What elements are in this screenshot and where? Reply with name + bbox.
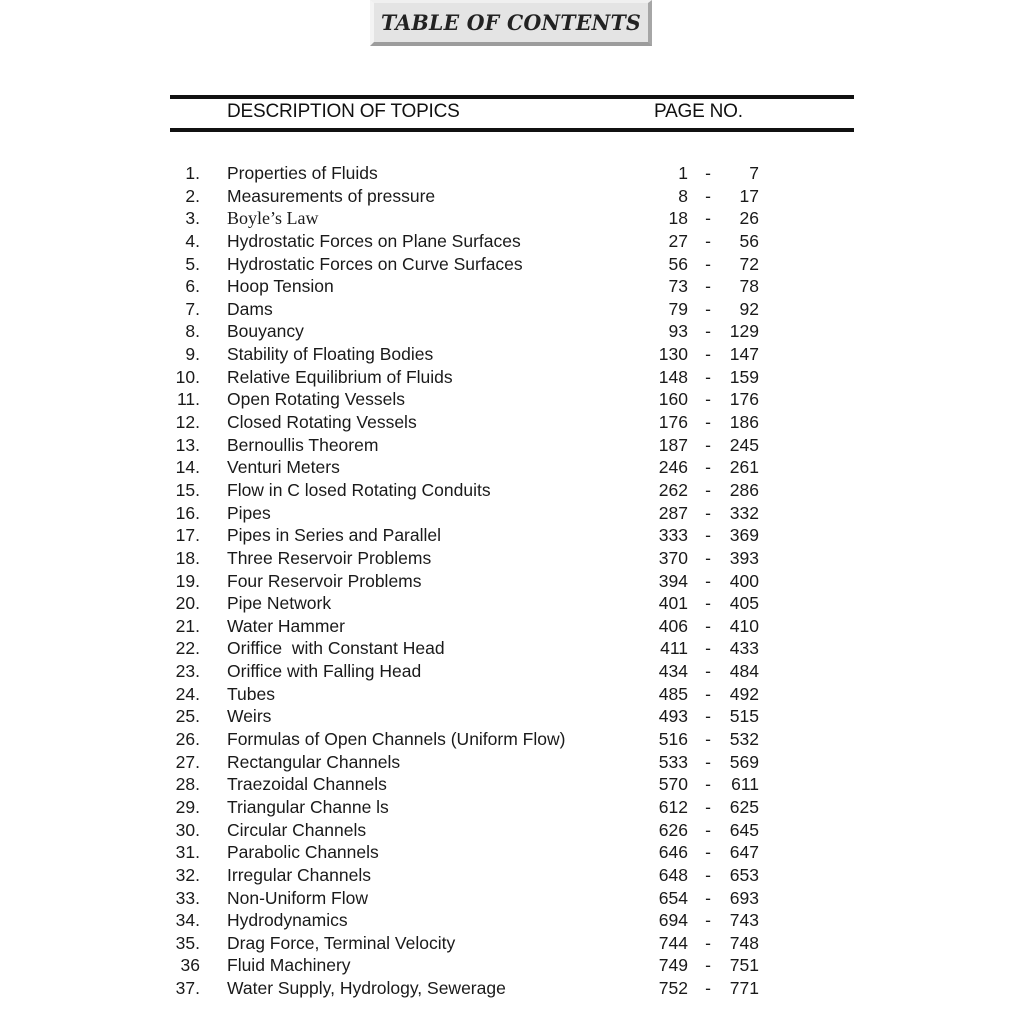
entry-topic: Four Reservoir Problems	[227, 570, 422, 591]
entry-page-separator: -	[705, 729, 711, 750]
entry-page-end: 78	[739, 276, 759, 297]
entry-page-start: 18	[668, 208, 688, 229]
entry-page-end: 286	[729, 479, 759, 500]
entry-page-separator: -	[705, 208, 711, 229]
entry-page-start: 130	[658, 344, 688, 365]
entry-topic: Fluid Machinery	[227, 955, 351, 976]
entry-page-separator: -	[705, 932, 711, 953]
toc-entry[interactable]	[0, 524, 1024, 547]
entry-topic: Hoop Tension	[227, 276, 334, 297]
entry-page-separator: -	[705, 661, 711, 682]
entry-page-separator: -	[705, 796, 711, 817]
entry-topic: Circular Channels	[227, 819, 367, 840]
entry-page-separator: -	[705, 298, 711, 319]
entry-number: 8.	[185, 321, 200, 342]
entry-page-separator: -	[705, 525, 711, 546]
toc-entry[interactable]	[0, 887, 1024, 910]
entry-number: 31.	[175, 842, 200, 863]
entry-page-end: 176	[729, 389, 759, 410]
toc-entry[interactable]	[0, 411, 1024, 434]
entry-page-start: 626	[658, 819, 688, 840]
entry-page-end: 569	[729, 751, 759, 772]
toc-entry[interactable]	[0, 819, 1024, 842]
entry-page-start: 744	[658, 932, 688, 953]
toc-entry[interactable]	[0, 977, 1024, 1000]
entry-page-end: 743	[729, 910, 759, 931]
entry-topic: Traezoidal Channels	[227, 774, 387, 795]
entry-page-separator: -	[705, 887, 711, 908]
entry-number: 12.	[175, 412, 200, 433]
entry-number: 16.	[175, 502, 200, 523]
entry-topic: Non-Uniform Flow	[227, 887, 368, 908]
entry-number: 37.	[175, 978, 200, 999]
entry-number: 19.	[175, 570, 200, 591]
toc-entry[interactable]	[0, 909, 1024, 932]
entry-page-end: 245	[729, 434, 759, 455]
toc-list	[0, 162, 1024, 1000]
entry-page-end: 693	[729, 887, 759, 908]
toc-entry[interactable]	[0, 275, 1024, 298]
entry-topic: Dams	[227, 298, 273, 319]
entry-page-start: 411	[660, 638, 688, 659]
entry-page-end: 625	[729, 796, 759, 817]
entry-page-separator: -	[705, 434, 711, 455]
entry-number: 33.	[175, 887, 200, 908]
entry-topic: Water Supply, Hydrology, Sewerage	[227, 978, 506, 999]
entry-page-end: 771	[729, 978, 759, 999]
entry-page-start: 654	[658, 887, 688, 908]
toc-entry[interactable]	[0, 547, 1024, 570]
entry-page-end: 369	[729, 525, 759, 546]
toc-entry[interactable]	[0, 592, 1024, 615]
entry-page-start: 27	[668, 230, 688, 251]
entry-page-end: 515	[729, 706, 759, 727]
toc-entry[interactable]	[0, 230, 1024, 253]
toc-entry[interactable]	[0, 456, 1024, 479]
entry-page-separator: -	[705, 163, 711, 183]
entry-page-separator: -	[705, 638, 711, 659]
entry-number: 23.	[175, 661, 200, 682]
entry-page-separator: -	[705, 344, 711, 365]
entry-number: 5.	[185, 253, 200, 274]
entry-number: 20.	[175, 593, 200, 614]
entry-number: 11.	[176, 389, 200, 410]
entry-page-start: 73	[668, 276, 688, 297]
toc-entry[interactable]	[0, 660, 1024, 683]
entry-page-start: 533	[658, 751, 688, 772]
entry-topic: Pipes	[227, 502, 271, 523]
entry-page-separator: -	[705, 457, 711, 478]
toc-entry[interactable]	[0, 705, 1024, 728]
title-banner	[370, 0, 652, 46]
entry-page-separator: -	[705, 842, 711, 863]
toc-entry[interactable]	[0, 320, 1024, 343]
entry-number: 13.	[175, 434, 200, 455]
entry-number: 34.	[175, 910, 200, 931]
entry-page-end: 17	[739, 185, 759, 206]
column-header-description: DESCRIPTION OF TOPICS	[227, 101, 460, 122]
entry-topic: Water Hammer	[227, 615, 345, 636]
entry-page-end: 186	[729, 412, 759, 433]
entry-topic: Drag Force, Terminal Velocity	[227, 932, 456, 953]
entry-page-end: 7	[749, 163, 759, 183]
entry-page-separator: -	[705, 864, 711, 885]
header-rule-bottom	[170, 128, 854, 132]
entry-page-start: 176	[658, 412, 688, 433]
entry-number: 15.	[175, 479, 200, 500]
entry-page-end: 332	[729, 502, 759, 523]
entry-topic: Parabolic Channels	[227, 842, 379, 863]
entry-topic: Boyle’s Law	[227, 208, 319, 229]
entry-page-separator: -	[705, 230, 711, 251]
entry-page-separator: -	[705, 321, 711, 342]
entry-page-end: 129	[729, 321, 759, 342]
toc-entry[interactable]	[0, 162, 1024, 185]
entry-topic: Properties of Fluids	[227, 163, 378, 183]
entry-page-end: 261	[729, 457, 759, 478]
entry-page-end: 433	[729, 638, 759, 659]
entry-topic: Oriffice with Constant Head	[227, 638, 445, 659]
entry-page-start: 406	[658, 615, 688, 636]
entry-page-start: 752	[658, 978, 688, 999]
entry-page-start: 93	[668, 321, 688, 342]
entry-topic: Bernoullis Theorem	[227, 434, 379, 455]
entry-page-end: 611	[731, 774, 759, 795]
entry-topic: Stability of Floating Bodies	[227, 344, 434, 365]
entry-page-start: 646	[658, 842, 688, 863]
toc-entry[interactable]	[0, 388, 1024, 411]
entry-page-start: 485	[658, 683, 688, 704]
toc-entry[interactable]	[0, 841, 1024, 864]
entry-number: 29.	[175, 796, 200, 817]
entry-page-start: 79	[668, 298, 688, 319]
entry-topic: Formulas of Open Channels (Uniform Flow)	[227, 729, 566, 750]
column-header-page: PAGE NO.	[654, 101, 743, 122]
entry-number: 22.	[175, 638, 200, 659]
entry-page-start: 493	[658, 706, 688, 727]
entry-page-start: 370	[658, 547, 688, 568]
entry-page-start: 8	[678, 185, 688, 206]
entry-page-start: 333	[658, 525, 688, 546]
entry-page-end: 92	[739, 298, 759, 319]
entry-page-separator: -	[705, 276, 711, 297]
entry-page-separator: -	[705, 412, 711, 433]
toc-entry[interactable]	[0, 615, 1024, 638]
header-rule-top	[170, 95, 854, 99]
entry-number: 27.	[175, 751, 200, 772]
entry-number: 17.	[175, 525, 200, 546]
entry-page-end: 647	[729, 842, 759, 863]
entry-topic: Flow in C losed Rotating Conduits	[227, 479, 491, 500]
entry-number: 35.	[175, 932, 200, 953]
entry-page-separator: -	[705, 366, 711, 387]
entry-page-end: 532	[729, 729, 759, 750]
entry-topic: Hydrostatic Forces on Curve Surfaces	[227, 253, 523, 274]
entry-page-separator: -	[705, 253, 711, 274]
toc-entry[interactable]	[0, 954, 1024, 977]
entry-page-separator: -	[705, 910, 711, 931]
entry-page-start: 160	[658, 389, 688, 410]
entry-page-end: 484	[729, 661, 759, 682]
entry-page-end: 410	[729, 615, 759, 636]
entry-page-end: 645	[729, 819, 759, 840]
entry-page-end: 159	[729, 366, 759, 387]
entry-topic: Pipe Network	[227, 593, 332, 614]
entry-page-start: 187	[658, 434, 688, 455]
entry-page-end: 56	[739, 230, 759, 251]
entry-topic: Hydrostatic Forces on Plane Surfaces	[227, 230, 521, 251]
toc-entry[interactable]	[0, 683, 1024, 706]
entry-topic: Open Rotating Vessels	[227, 389, 406, 410]
entry-page-separator: -	[705, 706, 711, 727]
entry-number: 10.	[175, 366, 200, 387]
toc-entry[interactable]	[0, 434, 1024, 457]
toc-entry[interactable]	[0, 864, 1024, 887]
entry-number: 1.	[185, 163, 200, 183]
toc-entry[interactable]	[0, 366, 1024, 389]
entry-number: 28.	[175, 774, 200, 795]
entry-page-separator: -	[705, 547, 711, 568]
toc-entry[interactable]	[0, 185, 1024, 208]
entry-topic: Three Reservoir Problems	[227, 547, 432, 568]
entry-page-start: 246	[658, 457, 688, 478]
entry-page-separator: -	[705, 774, 711, 795]
entry-page-separator: -	[705, 615, 711, 636]
entry-page-end: 147	[729, 344, 759, 365]
entry-topic: Hydrodynamics	[227, 910, 348, 931]
toc-entry[interactable]	[0, 502, 1024, 525]
entry-number: 2.	[185, 185, 200, 206]
entry-page-end: 748	[729, 932, 759, 953]
entry-number: 36	[180, 955, 200, 976]
entry-page-separator: -	[705, 185, 711, 206]
entry-topic: Tubes	[227, 683, 275, 704]
entry-number: 3.	[185, 208, 200, 229]
entry-number: 26.	[175, 729, 200, 750]
page-title: TABLE OF CONTENTS	[380, 10, 641, 35]
entry-page-start: 648	[658, 864, 688, 885]
entry-topic: Triangular Channe ls	[227, 796, 389, 817]
entry-topic: Closed Rotating Vessels	[227, 412, 417, 433]
toc-entry[interactable]	[0, 207, 1024, 230]
entry-page-start: 570	[658, 774, 688, 795]
entry-page-start: 516	[658, 729, 688, 750]
entry-page-start: 749	[658, 955, 688, 976]
entry-topic: Pipes in Series and Parallel	[227, 525, 442, 546]
entry-page-end: 492	[729, 683, 759, 704]
entry-page-separator: -	[705, 593, 711, 614]
entry-number: 9.	[185, 344, 200, 365]
entry-number: 21.	[175, 615, 200, 636]
entry-number: 4.	[185, 230, 200, 251]
entry-page-start: 1	[678, 163, 688, 183]
entry-page-separator: -	[705, 955, 711, 976]
toc-entry[interactable]	[0, 298, 1024, 321]
entry-page-start: 394	[658, 570, 688, 591]
entry-page-separator: -	[705, 819, 711, 840]
entry-page-end: 751	[729, 955, 759, 976]
entry-topic: Rectangular Channels	[227, 751, 401, 772]
entry-page-start: 262	[658, 479, 688, 500]
entry-page-start: 56	[668, 253, 688, 274]
entry-number: 18.	[175, 547, 200, 568]
entry-page-start: 401	[658, 593, 688, 614]
entry-page-end: 400	[729, 570, 759, 591]
entry-page-end: 653	[729, 864, 759, 885]
entry-page-end: 405	[729, 593, 759, 614]
entry-page-separator: -	[705, 751, 711, 772]
entry-page-end: 393	[729, 547, 759, 568]
entry-page-end: 26	[739, 208, 759, 229]
entry-page-start: 694	[658, 910, 688, 931]
entry-number: 7.	[185, 298, 200, 319]
toc-entry[interactable]	[0, 253, 1024, 276]
toc-entry[interactable]	[0, 728, 1024, 751]
toc-entry[interactable]	[0, 932, 1024, 955]
entry-number: 25.	[175, 706, 200, 727]
toc-entry[interactable]	[0, 751, 1024, 774]
entry-number: 6.	[185, 276, 200, 297]
toc-entry[interactable]	[0, 343, 1024, 366]
entry-number: 24.	[175, 683, 200, 704]
entry-number: 14.	[175, 457, 200, 478]
entry-number: 32.	[175, 864, 200, 885]
entry-topic: Weirs	[227, 706, 272, 727]
entry-topic: Measurements of pressure	[227, 185, 436, 206]
toc-entry[interactable]	[0, 570, 1024, 593]
toc-entry[interactable]	[0, 637, 1024, 660]
entry-topic: Relative Equilibrium of Fluids	[227, 366, 453, 387]
entry-page-end: 72	[739, 253, 759, 274]
entry-page-separator: -	[705, 978, 711, 999]
entry-page-separator: -	[705, 479, 711, 500]
entry-number: 30.	[175, 819, 200, 840]
entry-topic: Irregular Channels	[227, 864, 371, 885]
entry-page-separator: -	[705, 502, 711, 523]
entry-topic: Venturi Meters	[227, 457, 340, 478]
entry-topic: Bouyancy	[227, 321, 304, 342]
toc-entry[interactable]	[0, 796, 1024, 819]
toc-entry[interactable]	[0, 773, 1024, 796]
entry-page-start: 287	[658, 502, 688, 523]
entry-page-separator: -	[705, 389, 711, 410]
entry-topic: Oriffice with Falling Head	[227, 661, 422, 682]
entry-page-separator: -	[705, 683, 711, 704]
entry-page-start: 148	[658, 366, 688, 387]
entry-page-separator: -	[705, 570, 711, 591]
toc-entry[interactable]	[0, 479, 1024, 502]
entry-page-start: 434	[658, 661, 688, 682]
entry-page-start: 612	[658, 796, 688, 817]
